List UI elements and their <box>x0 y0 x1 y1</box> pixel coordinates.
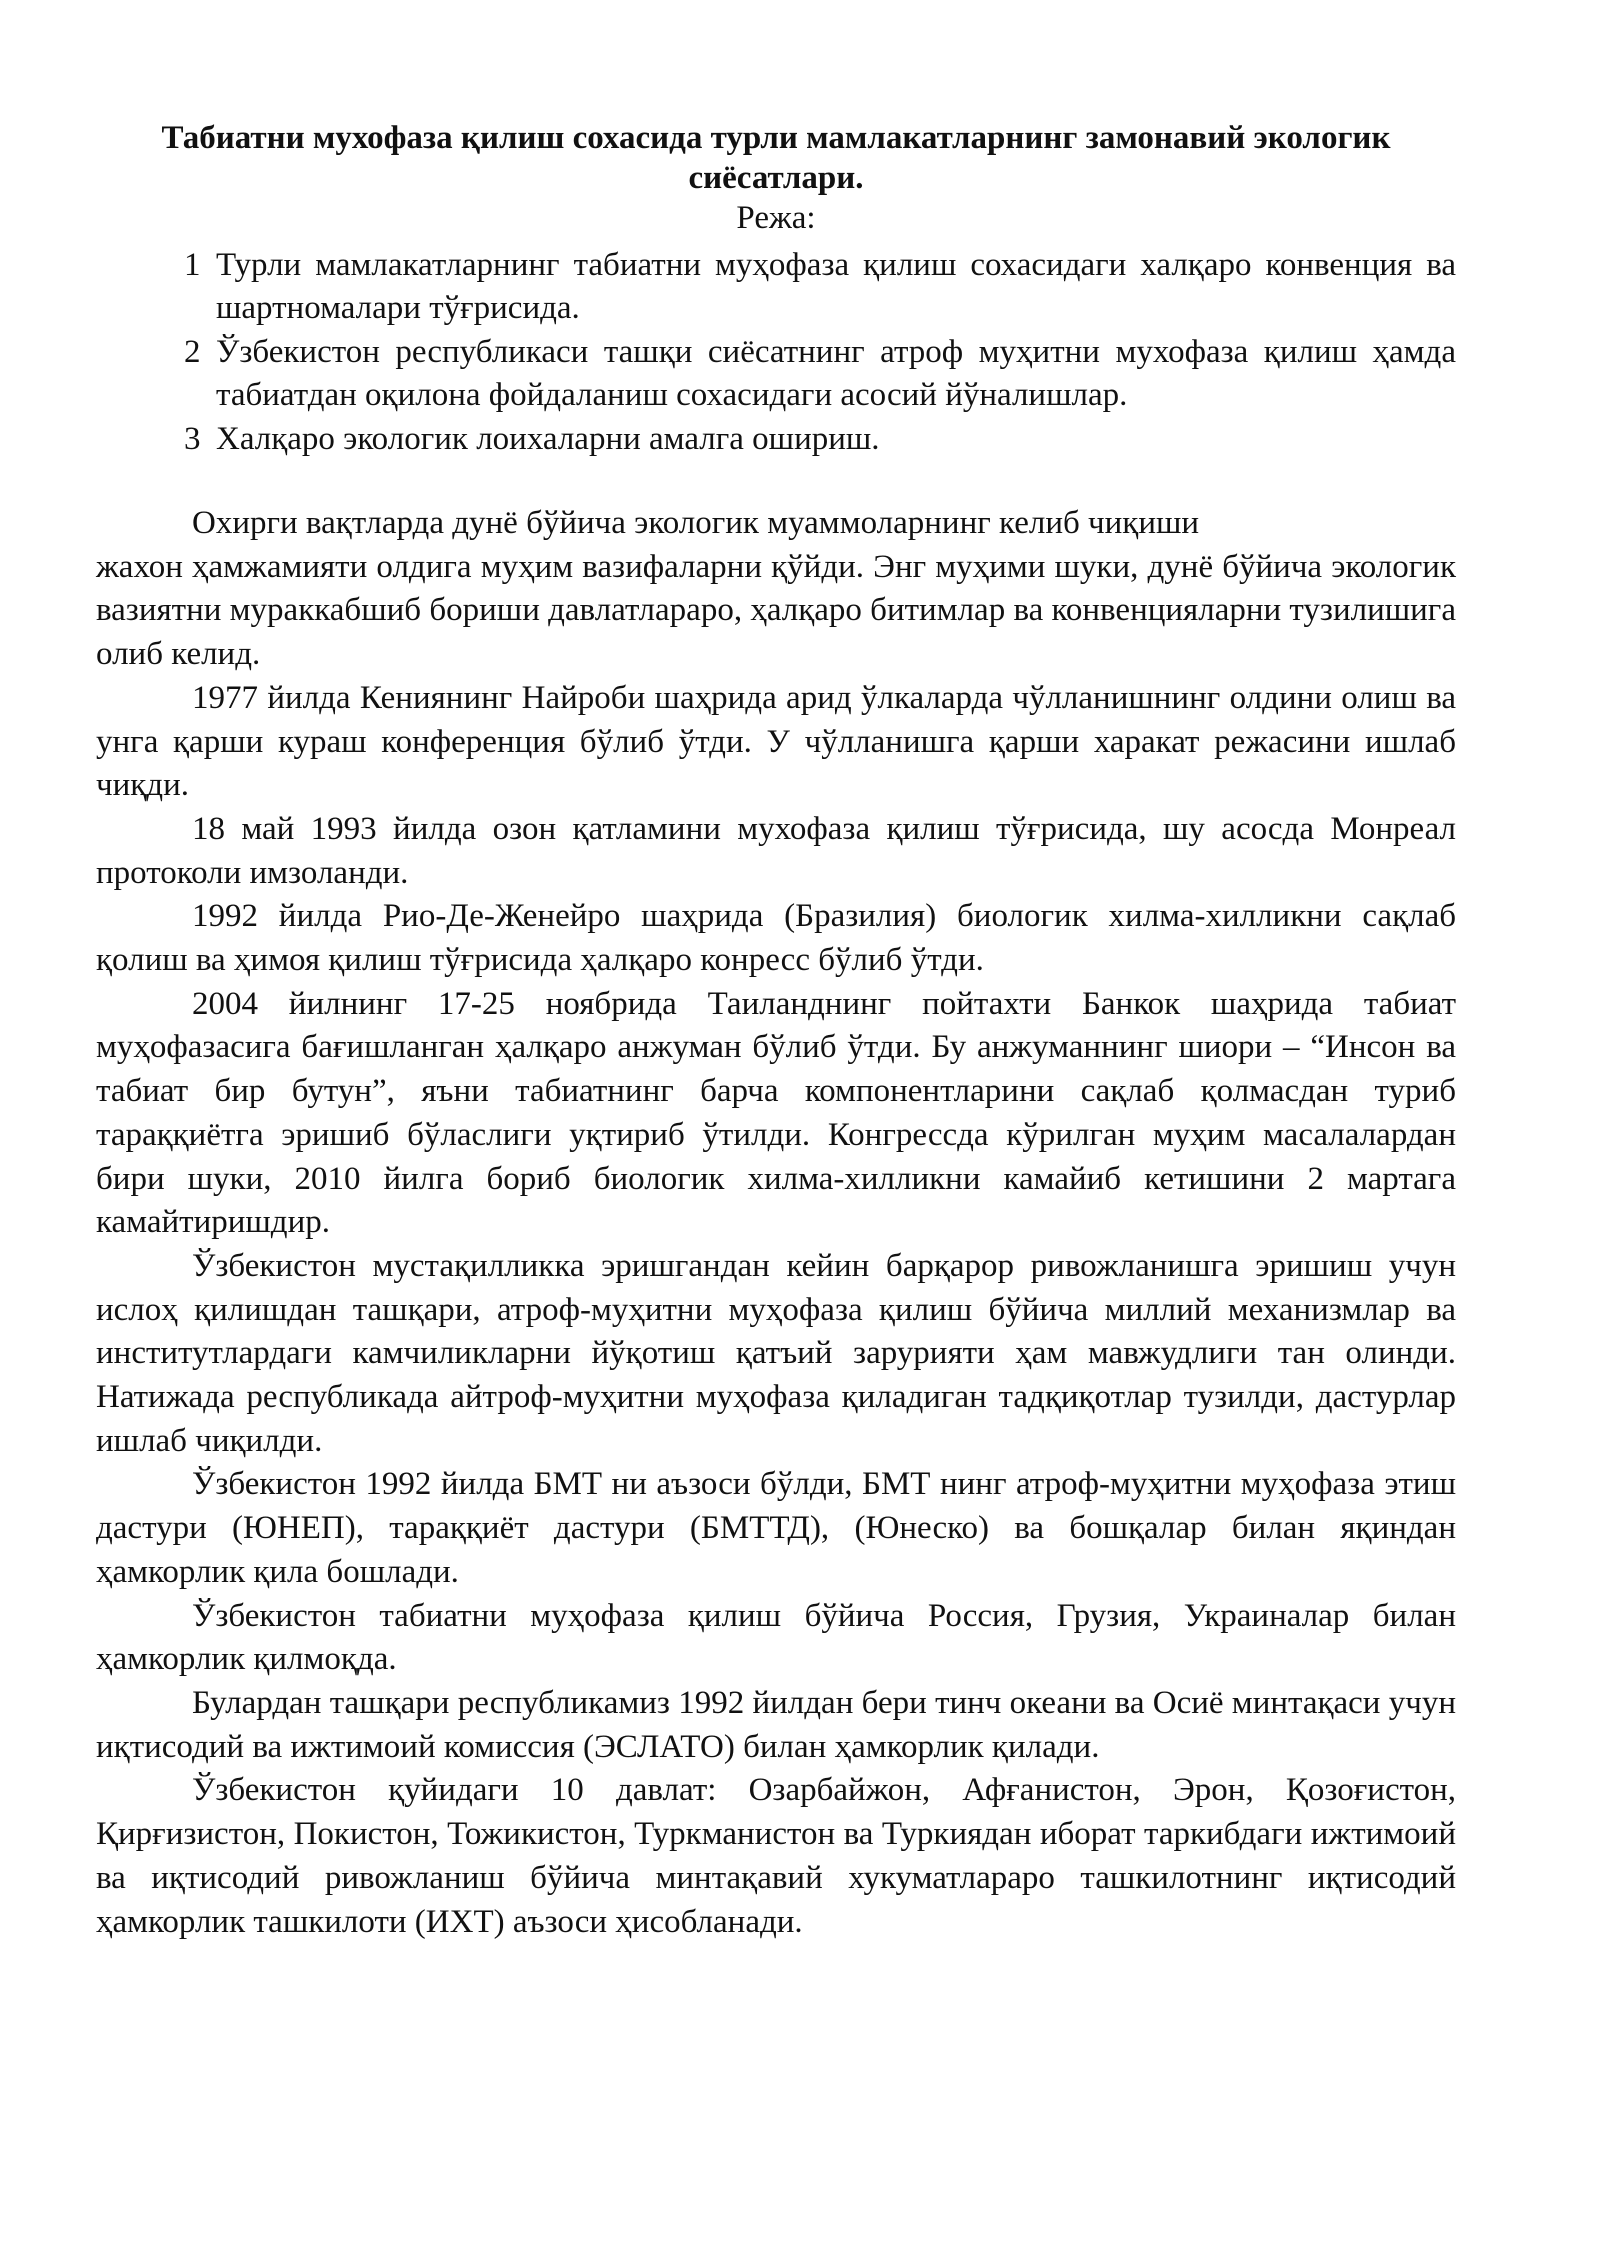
plan-item <box>96 418 1456 461</box>
plan-item-number: 2 <box>184 334 201 370</box>
paragraph: 18 май 1993 йилда озон қатламини мухофаза қилиш тўғрисида, шу асосда Монреал протоколи имзоланди. <box>96 810 1456 891</box>
paragraph: Охирги вақтларда дунё бўйича экологик муаммоларнинг келиб чиқиши <box>192 505 1200 541</box>
paragraph: Ўзбекистон табиатни муҳофаза қилиш бўйича Россия, Грузия, Украиналар билан ҳамкорлик қилмоқда. <box>96 1597 1456 1678</box>
document-page <box>96 118 1456 1944</box>
paragraph: 1992 йилда Рио-Де-Женейро шаҳрида (Бразилия) биологик хилма-хилликни сақлаб қолиш ва ҳимоя қилиш тўғрисида ҳалқаро конресс бўлиб ўтди. <box>96 898 1456 979</box>
paragraph: 2004 йилнинг 17-25 ноябрида Таиланднинг пойтахти Банкок шаҳрида табиат муҳофазасига бағишланган ҳалқаро анжуман бўлиб ўтди. Бу анжуманнинг шиори – “Инсон ва табиат бир бутун”, яъни табиатнинг барча компонентларини сақлаб қолмасдан туриб тараққиётга эришиб бўласлиги уқтириб ўтилди. Конгрессда кўрилган муҳим масалалардан бири шуки, 2010 йилга бориб биологик хилма-хилликни камайиб кетишини 2 мартага камайтиришдир. <box>96 985 1456 1241</box>
body-text <box>96 502 1456 1944</box>
paragraph: Ўзбекистон 1992 йилда БМТ ни аъзоси бўлди, БМТ нинг атроф-муҳитни муҳофаза этиш дастури (ЮНЕП), тараққиёт дастури (БМТТД), (Юнеско) ва бошқалар билан яқиндан ҳамкорлик қила бошлади. <box>96 1466 1456 1590</box>
document-title: Табиатни мухофаза қилиш сохасида турли мамлакатларнинг замонавий экологик сиёсатлари. <box>161 120 1391 196</box>
plan-item-text: Турли мамлакатларнинг табиатни муҳофаза қилиш сохасидаги халқаро конвенция ва шартномалари тўғрисида. <box>216 247 1456 326</box>
plan-heading: Режа: <box>736 200 816 236</box>
plan-item-text: Халқаро экологик лоихаларни амалга ошириш. <box>216 421 880 457</box>
paragraph: 1977 йилда Кениянинг Найроби шаҳрида арид ўлкаларда чўлланишнинг олдини олиш ва унга қарши кураш конференция бўлиб ўтди. У чўлланишга қарши харакат режасини ишлаб чиқди. <box>96 679 1456 804</box>
plan-list <box>96 244 1456 461</box>
plan-item-text: Ўзбекистон республикаси ташқи сиёсатнинг атроф муҳитни мухофаза қилиш ҳамда табиатдан оқилона фойдаланиш сохасидаги асосий йўналишлар. <box>216 334 1456 413</box>
plan-item <box>96 331 1456 417</box>
paragraph: Ўзбекистон мустақилликка эришгандан кейин барқарор ривожланишга эришиш учун ислоҳ қилишдан ташқари, атроф-муҳитни муҳофаза қилиш бўйича миллий механизмлар ва институтлардаги камчиликларни йўқотиш қатъий зарурияти ҳам мавжудлиги тан олинди. Натижада республикада айтроф-муҳитни муҳофаза қиладиган тадқиқотлар тузилди, дастурлар ишлаб чиқилди. <box>96 1247 1456 1459</box>
paragraph: Булардан ташқари республикамиз 1992 йилдан бери тинч океани ва Осиё минтақаси учун иқтисодий ва ижтимоий комиссия (ЭСЛАТО) билан ҳамкорлик қилади. <box>96 1684 1456 1765</box>
plan-item <box>96 244 1456 330</box>
plan-item-number: 3 <box>184 421 201 457</box>
paragraph: жахон ҳамжамияти олдига муҳим вазифаларни қўйди. Энг муҳими шуки, дунё бўйича экологик вазиятни мураккабшиб бориши давлатлараро, ҳалқаро битимлар ва конвенцияларни тузилишига олиб келид. <box>96 548 1456 673</box>
plan-item-number: 1 <box>184 247 201 283</box>
paragraph: Ўзбекистон қуйидаги 10 давлат: Озарбайжон, Афғанистон, Эрон, Қозоғистон, Қирғизистон, Покистон, Тожикистон, Туркманистон ва Туркиядан иборат таркибдаги ижтимоий ва иқтисодий ривожланиш бўйича минтақавий хукуматлараро ташкилотнинг иқтисодий ҳамкорлик ташкилоти (ИХТ) аъзоси ҳисобланади. <box>96 1772 1456 1940</box>
